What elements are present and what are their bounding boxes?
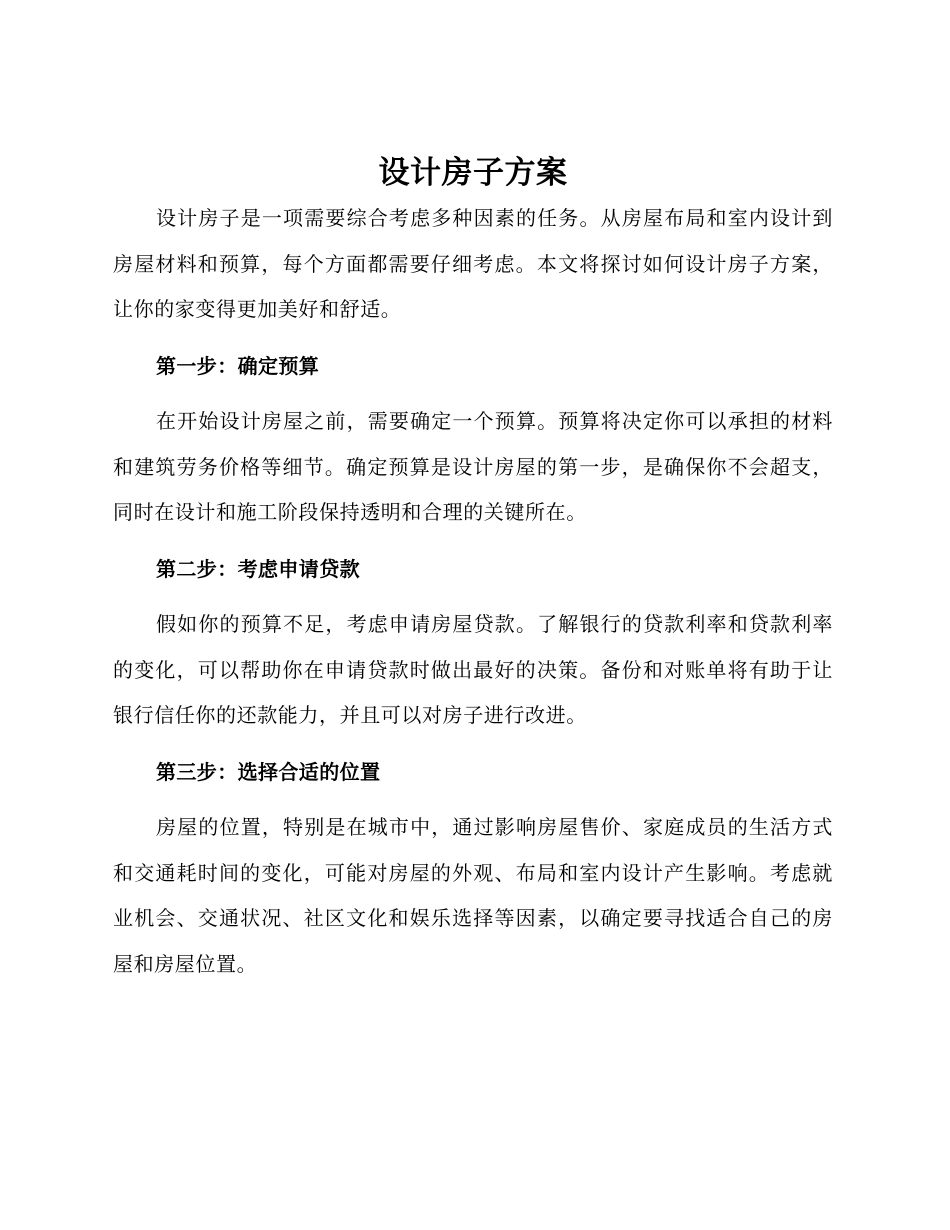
section-body-step-1: 在开始设计房屋之前，需要确定一个预算。预算将决定你可以承担的材料和建筑劳务价格等细节。确定预算是设计房屋的第一步，是确保你不会超支，同时在设计和施工阶段保持透明和合理的关键所在。	[113, 409, 833, 524]
document-title: 设计房子方案	[378, 155, 568, 191]
intro-paragraph: 设计房子是一项需要综合考虑多种因素的任务。从房屋布局和室内设计到房屋材料和预算，每个方面都需要仔细考虑。本文将探讨如何设计房子方案，让你的家变得更加美好和舒适。	[113, 206, 833, 321]
section-body-step-2: 假如你的预算不足，考虑申请房屋贷款。了解银行的贷款利率和贷款利率的变化，可以帮助你在申请贷款时做出最好的决策。备份和对账单将有助于让银行信任你的还款能力，并且可以对房子进行改进。	[113, 612, 833, 727]
document-content	[113, 150, 833, 987]
section-body-step-3: 房屋的位置，特别是在城市中，通过影响房屋售价、家庭成员的生活方式和交通耗时间的变化，可能对房屋的外观、布局和室内设计产生影响。考虑就业机会、交通状况、社区文化和娱乐选择等因素，以确定要寻找适合自己的房屋和房屋位置。	[113, 815, 833, 976]
section-heading-step-1: 第一步：确定预算	[156, 353, 320, 378]
section-heading-step-2: 第二步：考虑申请贷款	[156, 556, 360, 581]
section-heading-step-3: 第三步：选择合适的位置	[156, 759, 381, 784]
